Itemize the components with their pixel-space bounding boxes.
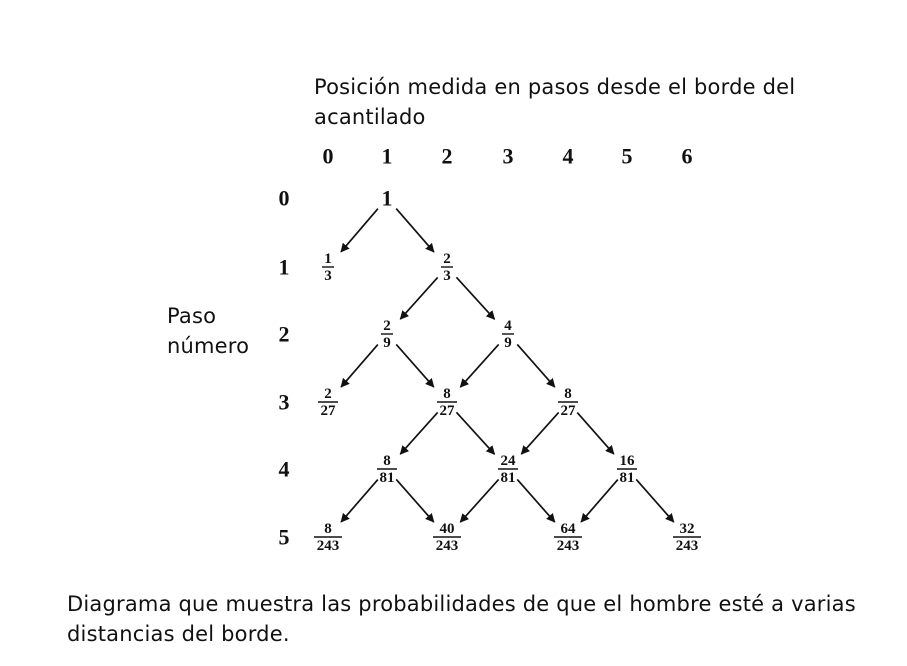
transition-arrow (400, 412, 437, 454)
transition-arrow (521, 412, 558, 454)
position-header: 0 (322, 143, 334, 169)
transition-arrow (517, 479, 555, 522)
diagram-caption (67, 589, 887, 649)
probability-node (558, 386, 578, 419)
step-header: 3 (278, 389, 290, 415)
fraction-denominator: 81 (500, 470, 516, 486)
fraction-numerator: 2 (383, 318, 391, 334)
step-header: 0 (278, 185, 290, 211)
fraction-numerator: 32 (679, 521, 695, 537)
transition-arrow (341, 480, 378, 522)
probability-node (441, 251, 453, 284)
title-line-2: acantilado (314, 105, 426, 129)
fraction-denominator: 243 (556, 538, 580, 554)
probability-node (554, 521, 582, 554)
position-headers (323, 144, 693, 169)
probability-node (382, 186, 393, 211)
probability-node (617, 453, 637, 486)
transition-arrow (460, 479, 498, 522)
transition-arrow (341, 209, 378, 252)
position-header: 6 (681, 143, 693, 169)
step-headers (279, 186, 290, 550)
probability-node (381, 318, 393, 351)
fraction-denominator: 3 (443, 268, 451, 284)
fraction-numerator: 8 (564, 386, 572, 402)
position-header: 4 (562, 143, 574, 169)
fraction-numerator: 4 (504, 318, 512, 334)
fraction-denominator: 9 (383, 335, 391, 351)
fraction-denominator: 3 (324, 268, 332, 284)
fraction-numerator: 2 (324, 386, 332, 402)
probability-node (314, 521, 342, 554)
fraction-numerator: 2 (443, 251, 451, 267)
caption-line-2: distancias del borde. (67, 622, 290, 646)
fraction-denominator: 81 (619, 470, 635, 486)
probability-node (437, 386, 457, 419)
transition-arrow (396, 344, 434, 387)
fraction-numerator: 8 (383, 453, 391, 469)
probability-node (433, 521, 461, 554)
probability-node (498, 453, 518, 486)
step-header: 1 (278, 254, 290, 280)
fraction-denominator: 81 (379, 470, 395, 486)
fraction-numerator: 16 (619, 453, 635, 469)
position-header: 2 (441, 143, 453, 169)
step-label-line-1: Paso (167, 304, 217, 328)
transition-arrow (341, 345, 378, 387)
transition-arrow (460, 344, 498, 387)
fraction-denominator: 243 (675, 538, 699, 554)
fraction-numerator: 40 (439, 521, 455, 537)
transition-arrow (456, 412, 494, 454)
transition-arrow (396, 479, 434, 522)
probability-node (673, 521, 701, 554)
fraction-numerator: 8 (443, 386, 451, 402)
probability-node (377, 453, 397, 486)
probability-value: 1 (381, 185, 393, 211)
transition-arrow (400, 277, 437, 319)
step-header: 2 (278, 321, 290, 347)
transition-arrow (456, 277, 494, 319)
step-label-line-2: número (167, 334, 250, 358)
fraction-denominator: 27 (320, 403, 336, 419)
fraction-denominator: 9 (504, 335, 512, 351)
caption-line-1: Diagrama que muestra las probabilidades de que el hombre esté a varias (67, 592, 856, 616)
transition-arrow (396, 209, 434, 252)
probability-node (502, 318, 514, 351)
probability-node (322, 251, 334, 284)
step-header: 4 (278, 456, 290, 482)
transition-arrow (581, 480, 618, 522)
fraction-denominator: 243 (435, 538, 459, 554)
fraction-denominator: 27 (560, 403, 576, 419)
probability-node (318, 386, 338, 419)
fraction-numerator: 64 (560, 521, 576, 537)
fraction-numerator: 24 (500, 453, 516, 469)
fraction-denominator: 243 (316, 538, 340, 554)
fraction-denominator: 27 (439, 403, 455, 419)
tree-nodes (314, 186, 701, 555)
transition-arrow (517, 344, 555, 387)
step-header: 5 (278, 524, 290, 550)
fraction-numerator: 8 (324, 521, 332, 537)
position-header: 3 (502, 143, 514, 169)
position-header: 5 (621, 143, 633, 169)
title-line-1: Posición medida en pasos desde el borde del (314, 75, 796, 99)
transition-arrow (636, 479, 674, 522)
transition-arrow (577, 413, 614, 454)
position-header: 1 (381, 143, 393, 169)
fraction-numerator: 1 (324, 251, 332, 267)
